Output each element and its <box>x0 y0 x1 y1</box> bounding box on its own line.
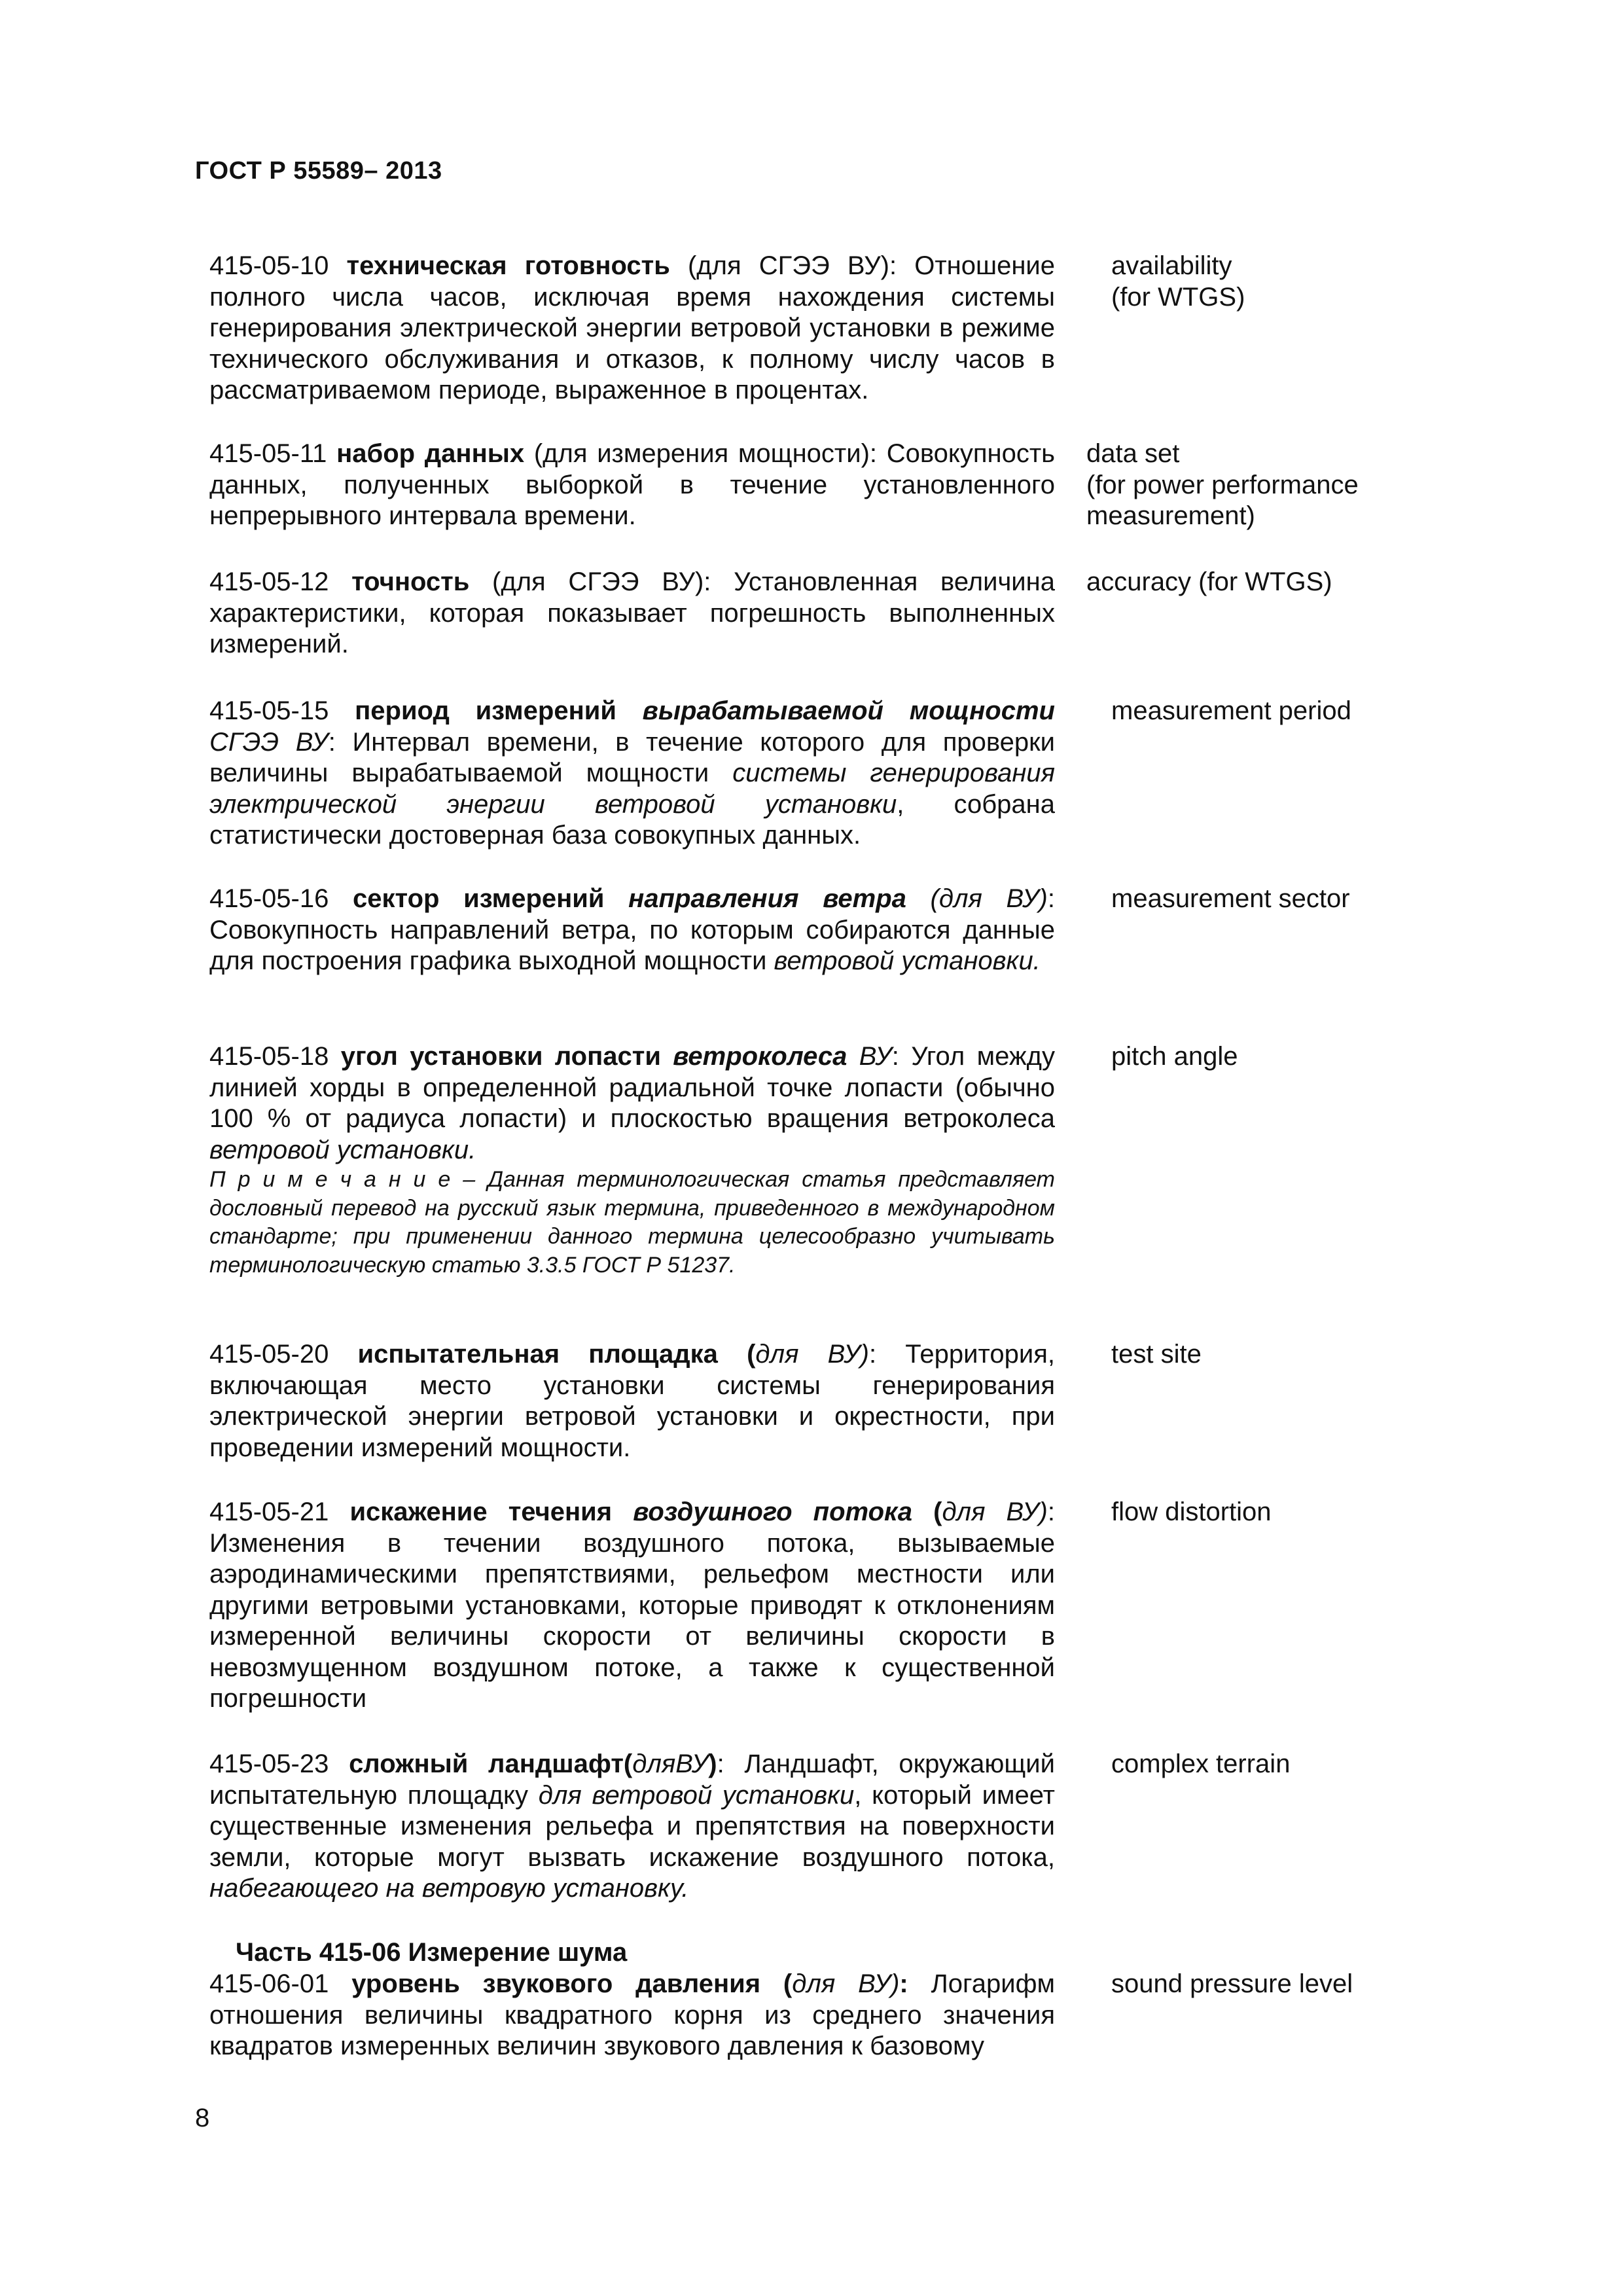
term-title-italic: воздушного потока <box>633 1498 913 1526</box>
term-qualifier: ВУ <box>847 1042 892 1071</box>
term-number: 415-05-18 <box>209 1042 341 1071</box>
english-term-line: accuracy (for WTGS) <box>1086 567 1332 596</box>
term-title: искажение течения <box>349 1498 633 1526</box>
term-title: набор данных <box>336 439 525 468</box>
term-definition: : Угол между линией хорды в определенной радиальной точке лопасти (обычно 100 % от радиуса лопасти) и плоскостью вращения ветроколеса <box>209 1042 1055 1133</box>
english-term-line: measurement sector <box>1111 884 1350 913</box>
english-term <box>1111 884 1452 915</box>
english-term <box>1111 1749 1452 1780</box>
term-title: испытательная площадка <box>357 1340 718 1369</box>
term-title-italic: вырабатываемой мощности <box>642 696 1055 725</box>
term-entry <box>209 1497 1055 1715</box>
english-term <box>1111 1497 1452 1528</box>
term-definition: (для СГЭЭ ВУ): Установленная величина характеристики, которая показывает погрешность выполненных измерений. <box>209 567 1055 658</box>
term-qualifier: для ВУ) <box>755 1340 869 1369</box>
term-title: сложный ландшафт( <box>349 1749 633 1778</box>
term-title: уровень звукового давления <box>351 1969 761 1998</box>
term-entry <box>209 1749 1055 1905</box>
english-term <box>1111 1041 1452 1073</box>
term-bracket: ( <box>912 1498 942 1526</box>
english-term <box>1111 251 1452 313</box>
term-number: 415-05-23 <box>209 1749 349 1778</box>
term-definition: : Интервал времени, в течение которого для проверки величины вырабатываемой мощности <box>209 727 1055 787</box>
note-label: П р и м е ч а н и е <box>209 1167 451 1192</box>
term-definition-italic: набегающего на ветровую установку. <box>209 1874 689 1903</box>
term-definition: : Территория, включающая место установки системы генерирования электрической энергии ветровой установки и окрестности, при проведении измерений мощности. <box>209 1340 1055 1462</box>
term-number: 415-05-16 <box>209 884 353 913</box>
term-definition: (для измерения мощности): Совокупность данных, полученных выборкой в течение установленного непрерывного интервала времени. <box>209 439 1055 530</box>
english-term <box>1086 439 1427 532</box>
note <box>209 1166 1055 1280</box>
english-term <box>1086 567 1427 598</box>
term-number: 415-05-21 <box>209 1498 350 1526</box>
term-entry <box>209 439 1055 532</box>
term-bracket: : <box>899 1969 908 1998</box>
term-definition: , который имеет существенные изменения рельефа и препятствия на поверхности земли, которые могут вызвать искажение воздушного потока, <box>209 1780 1055 1872</box>
term-entry <box>209 251 1055 406</box>
term-number: 415-05-20 <box>209 1340 358 1369</box>
term-title: угол установки лопасти <box>340 1042 673 1071</box>
english-term <box>1111 1969 1452 2000</box>
term-entry <box>209 696 1055 852</box>
term-definition: Логарифм отношения величины квадратного корня из среднего значения квадратов измеренных величин звукового давления к базовому <box>209 1969 1056 2060</box>
english-term-line: availability <box>1111 251 1232 280</box>
term-entry <box>209 1339 1055 1463</box>
term-number: 415-05-12 <box>209 567 352 596</box>
term-definition: : Изменения в течении воздушного потока, вызываемые аэродинамическими препятствиями, рельефом местности или другими ветровыми установками, которые приводят к отклонениям измеренной величины скорости от величины скорости в невозмущенном воздушном потоке, а также к существенной погрешности <box>209 1498 1055 1713</box>
english-term-line: (for power performance <box>1086 470 1359 499</box>
term-number: 415-05-15 <box>209 696 355 725</box>
term-qualifier: СГЭЭ ВУ <box>209 727 329 757</box>
term-title: период измерений <box>355 696 643 725</box>
term-definition: : Совокупность направлений ветра, по которым собираются данные для построения графика выходной мощности <box>209 884 1055 975</box>
term-qualifier: (для ВУ) <box>906 884 1048 913</box>
english-term <box>1111 1339 1452 1371</box>
term-definition-italic: ветровой установки. <box>774 946 1041 975</box>
term-qualifier: для ВУ) <box>792 1969 900 1998</box>
term-qualifier: дляВУ <box>632 1749 709 1778</box>
term-definition-italic: ветровой установки. <box>209 1135 476 1164</box>
english-term-line: complex terrain <box>1111 1749 1291 1778</box>
term-bracket: ( <box>717 1340 756 1369</box>
term-entry <box>209 884 1055 977</box>
english-term-line: test site <box>1111 1340 1202 1369</box>
term-number: 415-06-01 <box>209 1969 352 1998</box>
english-term <box>1111 696 1452 727</box>
term-definition-italic: системы генерирования электрической энергии ветровой установки <box>209 759 1055 819</box>
term-entry <box>209 567 1055 660</box>
term-bracket: ) <box>708 1749 717 1778</box>
page-number: 8 <box>195 2104 210 2132</box>
document-header: ГОСТ Р 55589– 2013 <box>195 157 442 185</box>
english-term-line: sound pressure level <box>1111 1969 1353 1998</box>
term-number: 415-05-10 <box>209 251 347 280</box>
term-title: сектор измерений <box>353 884 629 913</box>
term-bracket: ( <box>760 1969 793 1998</box>
term-number: 415-05-11 <box>209 439 337 468</box>
term-definition: , собрана статистически достоверная база совокупных данных. <box>209 789 1055 850</box>
note-text: – Данная терминологическая статья представляет дословный перевод на русский язык термина, приведенного в международном стандарте; при применении данного термина целесообразно учитывать терминологическую статью 3.3.5 ГОСТ Р 51237. <box>209 1167 1055 1278</box>
term-definition: (для СГЭЭ ВУ): Отношение полного числа часов, исключая время нахождения системы генерирования электрической энергии ветровой установки в режиме технического обслуживания и отказов, к полному числу часов в рассматриваемом периоде, выраженное в процентах. <box>209 251 1056 404</box>
english-term-line: measurement) <box>1086 501 1255 530</box>
term-title: точность <box>351 567 470 596</box>
term-title-italic: направления ветра <box>628 884 906 913</box>
section-heading: Часть 415-06 Измерение шума <box>236 1938 628 1967</box>
term-qualifier: для ВУ) <box>942 1498 1048 1526</box>
english-term-line: flow distortion <box>1111 1498 1272 1526</box>
term-title-italic: ветроколеса <box>673 1042 847 1071</box>
term-definition-italic: для ветровой установки <box>538 1780 855 1810</box>
english-term-line: (for WTGS) <box>1111 282 1245 312</box>
term-entry <box>209 1041 1055 1280</box>
term-title: техническая готовность <box>346 251 670 280</box>
term-entry <box>209 1969 1055 2062</box>
english-term-line: measurement period <box>1111 696 1351 725</box>
english-term-line: pitch angle <box>1111 1042 1238 1071</box>
english-term-line: data set <box>1086 439 1180 468</box>
term-definition: : Ландшафт, окружающий испытательную площадку <box>209 1749 1055 1810</box>
